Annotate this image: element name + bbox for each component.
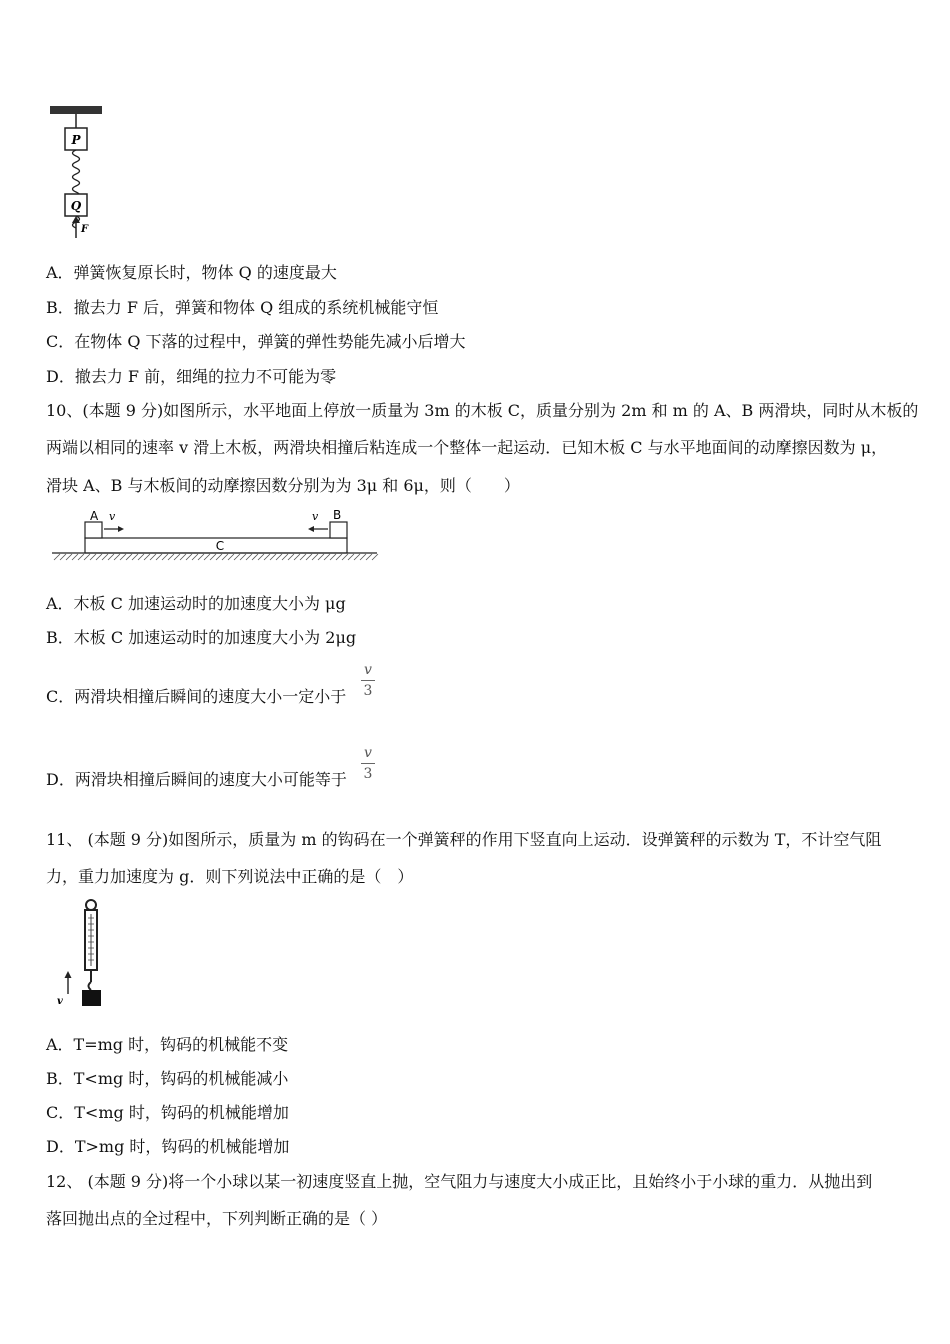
hook-weight [82,990,101,1006]
velocity-label: v [57,996,63,1007]
q10-option-a: A．木板 C 加速运动时的加速度大小为 μg [46,594,346,613]
q11-stem-line1: 11、 (本题 9 分)如图所示，质量为 m 的钩码在一个弹簧秤的作用下竖直向上运动．设弹簧秤的示数为 T，不计空气阻 [46,830,882,849]
q10-option-c-fraction [361,662,375,699]
q10-option-d: D．两滑块相撞后瞬间的速度大小可能等于 [46,770,347,789]
q9-option-c: C．在物体 Q 下落的过程中，弹簧的弹性势能先减小后增大 [46,332,466,351]
ceiling [50,106,102,114]
fraction-denominator: 3 [363,766,373,782]
block-a-v-label: v [109,510,116,523]
q10-stem-line2: 两端以相同的速率 v 滑上木板，两滑块相撞后粘连成一个整体一起运动．已知木板 C 与水平地面间的动摩擦因数为 μ， [46,438,888,457]
block-q-label: Q [70,199,82,213]
board-blocks-figure [52,505,382,565]
force-label: F [81,224,89,235]
scale-ring [86,900,96,910]
q11-option-d: D．T>mg 时，钩码的机械能增加 [46,1137,290,1156]
q10-option-d-fraction [361,745,375,782]
ground-hatch [54,554,378,560]
spring-pq-figure [50,106,110,241]
block-b-v-label: v [312,510,319,523]
q10-stem-line3: 滑块 A、B 与木板间的动摩擦因数分别为为 3μ 和 6μ，则（ ） [46,476,520,495]
q10-stem-line1: 10、(本题 9 分)如图所示，水平地面上停放一质量为 3m 的木板 C，质量分别为 2m 和 m 的 A、B 两滑块，同时从木板的 [46,401,919,420]
spring-scale-figure [55,898,125,1013]
q11-stem-line2: 力，重力加速度为 g．则下列说法中正确的是（ ） [46,867,414,886]
fraction-numerator: v [364,662,372,678]
q10-option-b: B．木板 C 加速运动时的加速度大小为 2μg [46,628,357,647]
q9-option-d: D．撤去力 F 前，细绳的拉力不可能为零 [46,367,337,386]
fraction-denominator: 3 [363,683,373,699]
q12-stem-line2: 落回抛出点的全过程中，下列判断正确的是（ ） [46,1209,388,1228]
q11-option-a: A．T=mg 时，钩码的机械能不变 [46,1035,289,1054]
block-b [330,522,347,538]
q11-option-b: B．T<mg 时，钩码的机械能减小 [46,1069,289,1088]
block-a [85,522,102,538]
block-a-label: A [90,509,99,523]
q11-option-c: C．T<mg 时，钩码的机械能增加 [46,1103,289,1122]
q9-option-b: B．撤去力 F 后，弹簧和物体 Q 组成的系统机械能守恒 [46,298,439,317]
block-p-label: P [71,133,81,147]
q9-option-a: A．弹簧恢复原长时，物体 Q 的速度最大 [46,263,337,282]
q12-stem-line1: 12、 (本题 9 分)将一个小球以某一初速度竖直上抛，空气阻力与速度大小成正比，且始终小于小球的重力．从抛出到 [46,1172,873,1191]
fraction-numerator: v [364,745,372,761]
block-b-label: B [333,508,342,522]
q10-option-c: C．两滑块相撞后瞬间的速度大小一定小于 [46,687,347,706]
scale-hook [89,982,92,990]
board-c-label: C [215,539,225,553]
